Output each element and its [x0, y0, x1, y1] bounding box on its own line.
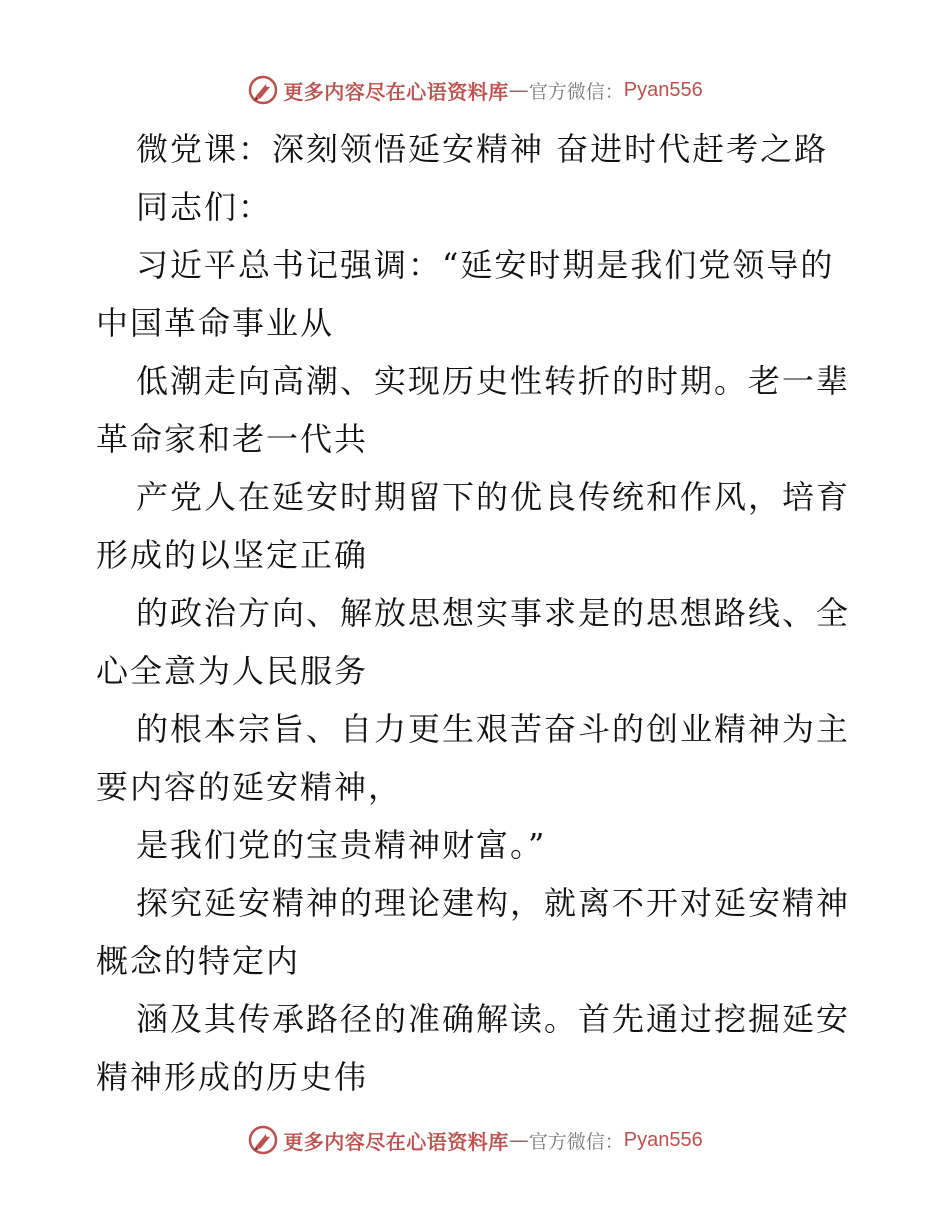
doc-line: 的政治方向、解放思想实事求是的思想路线、全: [136, 594, 851, 632]
doc-line: 中国革命事业从: [96, 304, 335, 342]
doc-line: 的根本宗旨、自力更生艰苦奋斗的创业精神为主: [136, 710, 851, 748]
watermark-wechat-id: Pyan556: [623, 78, 703, 101]
doc-line: 习近平总书记强调：“延安时期是我们党领导的: [136, 246, 835, 284]
doc-line: 是我们党的宝贵精神财富。”: [136, 826, 547, 864]
doc-title: 微党课：深刻领悟延安精神 奋进时代赶考之路: [136, 130, 829, 168]
watermark-text: 更多内容尽在心语资料库: [283, 79, 509, 104]
watermark-label: 官方微信：: [528, 80, 624, 103]
footer-watermark: [0, 1122, 950, 1158]
pen-nib-logo-icon: [247, 1124, 279, 1156]
pen-nib-logo-icon: [247, 74, 279, 106]
doc-salutation: 同志们：: [136, 188, 273, 226]
doc-line: 精神形成的历史伟: [96, 1058, 369, 1096]
doc-line: 探究延安精神的理论建构，就离不开对延安精神: [136, 884, 851, 922]
doc-line: 心全意为人民服务: [96, 652, 369, 690]
doc-line: 概念的特定内: [96, 942, 301, 980]
doc-line: 要内容的延安精神，: [96, 768, 403, 806]
watermark-wechat-id: Pyan556: [623, 1128, 703, 1151]
watermark-text: 更多内容尽在心语资料库: [283, 1129, 509, 1154]
doc-line: 涵及其传承路径的准确解读。首先通过挖掘延安: [136, 1000, 851, 1038]
doc-line: 产党人在延安时期留下的优良传统和作风，培育: [136, 478, 851, 516]
doc-line: 形成的以坚定正确: [96, 536, 369, 574]
watermark-separator: —: [508, 78, 529, 102]
document-body: [96, 120, 856, 1106]
doc-line: 低潮走向高潮、实现历史性转折的时期。老一辈: [136, 362, 851, 400]
header-watermark: [0, 72, 950, 108]
doc-line: 革命家和老一代共: [96, 420, 369, 458]
watermark-label: 官方微信：: [528, 1130, 624, 1153]
watermark-separator: —: [508, 1128, 529, 1152]
